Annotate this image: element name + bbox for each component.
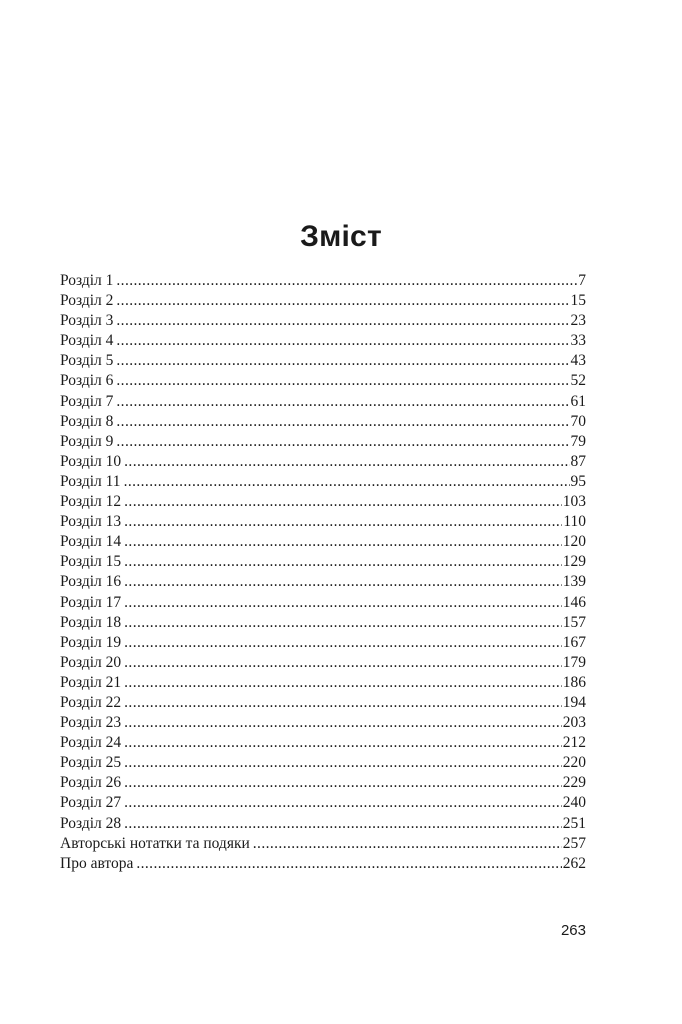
toc-entry-page: 146: [562, 593, 586, 611]
toc-entry: [60, 834, 586, 854]
toc-entry-page: 220: [562, 754, 586, 772]
toc-entry-page: 229: [562, 774, 586, 792]
dot-leader: [116, 432, 569, 452]
dot-leader: [124, 572, 562, 592]
toc-entry-page: 257: [562, 834, 586, 852]
toc-entry: [60, 432, 586, 452]
toc-entry-page: 52: [570, 372, 586, 390]
toc-entry-label: Розділ 12: [60, 493, 122, 511]
toc-entry-page: 95: [570, 472, 586, 490]
dot-leader: [124, 532, 562, 552]
dot-leader: [136, 854, 561, 874]
toc-entry-label: Розділ 5: [60, 352, 114, 370]
toc-entry: [60, 593, 586, 613]
toc-entry-label: Розділ 19: [60, 633, 122, 651]
toc-entry-page: 262: [562, 854, 586, 872]
toc-entry-page: 157: [562, 613, 586, 631]
toc-entry: [60, 613, 586, 633]
toc-entry-page: 23: [570, 312, 586, 330]
toc-entry-label: Розділ 17: [60, 593, 122, 611]
toc-entry: [60, 532, 586, 552]
toc-entry-page: 61: [570, 392, 586, 410]
dot-leader: [124, 552, 562, 572]
toc-entry: [60, 733, 586, 753]
toc-entry-label: Розділ 7: [60, 392, 114, 410]
toc-entry-page: 129: [562, 553, 586, 571]
dot-leader: [124, 733, 562, 753]
toc-entry: [60, 753, 586, 773]
toc-entry-label: Розділ 24: [60, 734, 122, 752]
toc-entry: [60, 552, 586, 572]
toc-entry: [60, 291, 586, 311]
dot-leader: [124, 452, 569, 472]
toc-entry-label: Розділ 13: [60, 513, 122, 531]
dot-leader: [116, 331, 569, 351]
toc-entry-label: Розділ 1: [60, 272, 114, 289]
toc-entry-page: 110: [563, 513, 586, 531]
toc-entry-label: Розділ 11: [60, 472, 121, 490]
dot-leader: [116, 291, 569, 311]
toc-entry: [60, 814, 586, 834]
toc-entry: [60, 331, 586, 351]
toc-entry-label: Розділ 6: [60, 372, 114, 390]
page-title: Зміст: [300, 220, 382, 254]
dot-leader: [124, 713, 562, 733]
dot-leader: [124, 613, 562, 633]
toc-entry: [60, 773, 586, 793]
dot-leader: [124, 753, 562, 773]
toc-entry-page: 120: [562, 533, 586, 551]
toc-entry-label: Розділ 9: [60, 432, 114, 450]
dot-leader: [124, 673, 562, 693]
toc-entry-label: Розділ 25: [60, 754, 122, 772]
toc-entry: [60, 673, 586, 693]
toc-entry-page: 167: [562, 633, 586, 651]
toc-entry-page: 194: [562, 693, 586, 711]
toc-entry: [60, 371, 586, 391]
toc-entry-label: Авторські нотатки та подяки: [60, 834, 250, 852]
dot-leader: [124, 472, 570, 492]
dot-leader: [124, 593, 562, 613]
toc-entry-label: Розділ 16: [60, 573, 122, 591]
toc-entry-label: Про автора: [60, 854, 134, 872]
dot-leader: [124, 693, 562, 713]
toc-entry: [60, 452, 586, 472]
toc-entry-page: 7: [578, 272, 586, 289]
toc-entry: [60, 653, 586, 673]
toc-entry-label: Розділ 21: [60, 673, 122, 691]
toc-entry: [60, 412, 586, 432]
page-number: 263: [560, 922, 586, 939]
toc-entry-label: Розділ 22: [60, 693, 122, 711]
dot-leader: [116, 392, 569, 412]
toc-entry-page: 70: [570, 412, 586, 430]
dot-leader: [253, 834, 562, 854]
toc-entry-label: Розділ 14: [60, 533, 122, 551]
toc-entry-page: 33: [570, 332, 586, 350]
toc-entry-page: 203: [562, 714, 586, 732]
toc-entry-page: 251: [562, 814, 586, 832]
dot-leader: [124, 653, 562, 673]
toc-entry-label: Розділ 20: [60, 653, 122, 671]
dot-leader: [116, 371, 569, 391]
dot-leader: [124, 814, 562, 834]
toc-entry-page: 186: [562, 673, 586, 691]
toc-entry-label: Розділ 18: [60, 613, 122, 631]
toc-entry-page: 79: [570, 432, 586, 450]
toc-entry-label: Розділ 23: [60, 714, 122, 732]
toc-entry: [60, 633, 586, 653]
dot-leader: [124, 793, 562, 813]
toc-entry: [60, 854, 586, 874]
toc-entry: [60, 351, 586, 371]
toc-entry-page: 43: [570, 352, 586, 370]
toc-entry-page: 103: [562, 493, 586, 511]
toc-entry-page: 87: [570, 452, 586, 470]
toc-entry-label: Розділ 26: [60, 774, 122, 792]
toc-entry: [60, 271, 586, 291]
toc-entry-label: Розділ 27: [60, 794, 122, 812]
toc-entry-page: 179: [562, 653, 586, 671]
toc-entry-label: Розділ 8: [60, 412, 114, 430]
dot-leader: [124, 492, 562, 512]
toc-entry-page: 139: [562, 573, 586, 591]
dot-leader: [116, 311, 569, 331]
toc-entry: [60, 311, 586, 331]
toc-entry: [60, 713, 586, 733]
toc-entry-label: Розділ 4: [60, 332, 114, 350]
toc-entry: [60, 472, 586, 492]
toc-entry-page: 212: [562, 734, 586, 752]
toc-entry: [60, 693, 586, 713]
dot-leader: [116, 271, 577, 291]
toc-entry: [60, 392, 586, 412]
dot-leader: [124, 512, 562, 532]
toc-entry: [60, 492, 586, 512]
toc-entry-label: Розділ 10: [60, 452, 122, 470]
toc-entry-label: Розділ 3: [60, 312, 114, 330]
dot-leader: [124, 633, 562, 653]
toc-entry-label: Розділ 28: [60, 814, 122, 832]
toc-entry: [60, 793, 586, 813]
toc-entry-label: Розділ 15: [60, 553, 122, 571]
toc-entry-page: 240: [562, 794, 586, 812]
dot-leader: [116, 412, 569, 432]
dot-leader: [116, 351, 569, 371]
toc-entry: [60, 572, 586, 592]
dot-leader: [124, 773, 562, 793]
table-of-contents: [60, 271, 586, 874]
toc-entry-page: 15: [570, 292, 586, 310]
toc-entry-label: Розділ 2: [60, 292, 114, 310]
toc-entry: [60, 512, 586, 532]
